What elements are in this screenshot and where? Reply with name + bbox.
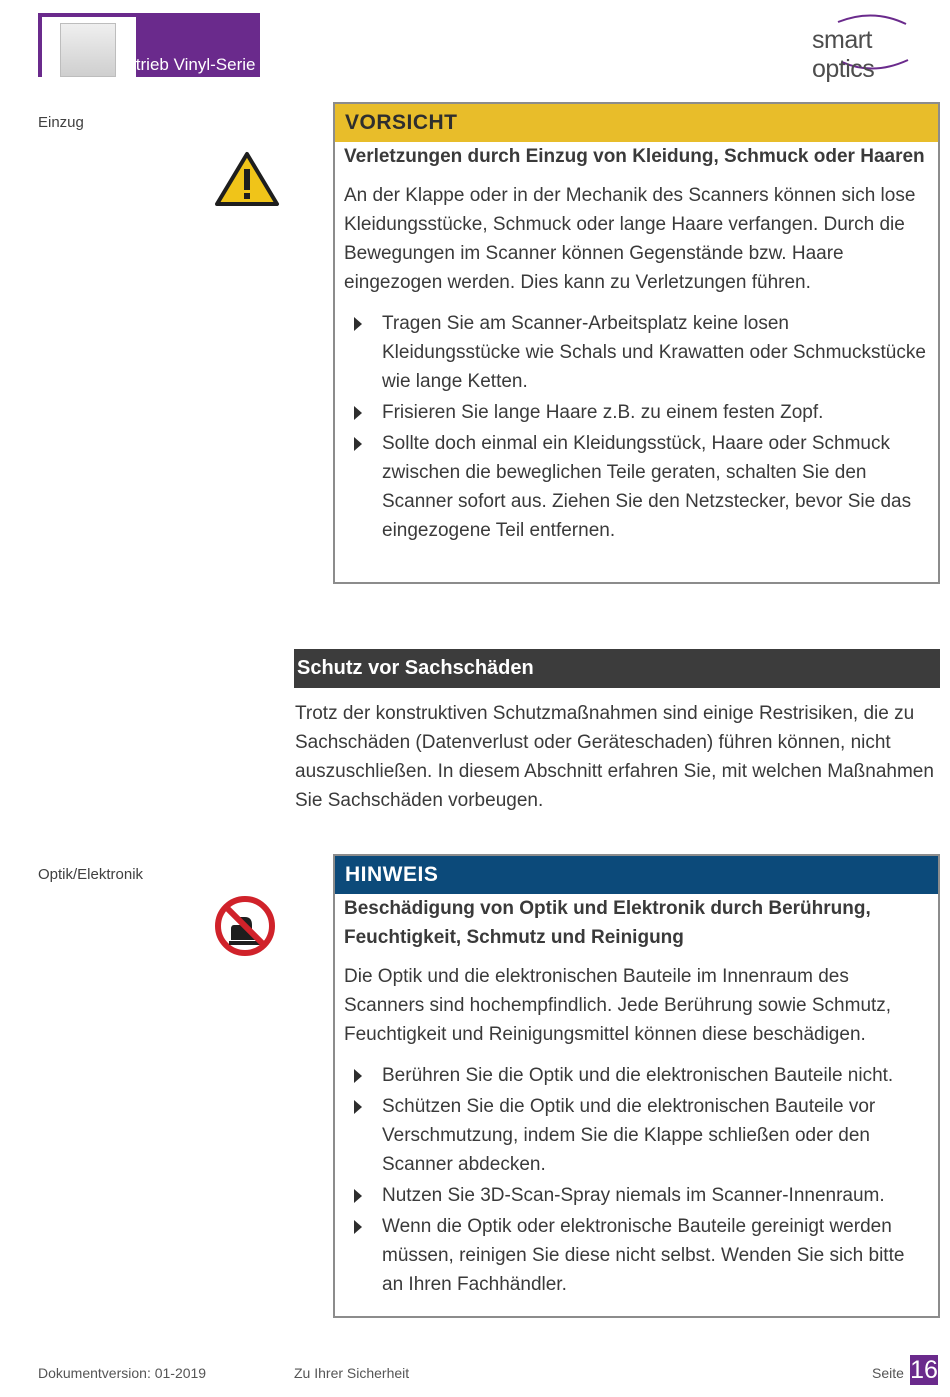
footer-page-label: Seite bbox=[872, 1365, 904, 1381]
no-touch-prohibition-icon bbox=[214, 895, 276, 957]
list-item: Wenn die Optik oder elektronische Bauteile gereinigt werden müssen, reinigen Sie diese nicht selbst. Wenden Sie sich bitte an Ihren Fachhändler. bbox=[344, 1212, 930, 1299]
list-item: Berühren Sie die Optik und die elektronischen Bauteile nicht. bbox=[344, 1061, 930, 1090]
bullet-arrow-icon bbox=[354, 1100, 362, 1114]
page-number: 16 bbox=[910, 1356, 938, 1384]
caution-box bbox=[333, 102, 940, 584]
list-item: Frisieren Sie lange Haare z.B. zu einem festen Zopf. bbox=[344, 398, 930, 427]
side-label-optik: Optik/Elektronik bbox=[38, 866, 144, 883]
logo-text: smart optics bbox=[812, 26, 875, 83]
caution-text: An der Klappe oder in der Mechanik des Scanners können sich lose Kleidungsstücke, Schmuck oder lange Haare verfangen. Durch die Bewegungen im Scanner können Gegenstände bzw. Haare eingezogen werden. Dies kann zu Verletzungen führen. bbox=[344, 185, 916, 293]
caution-heading: VORSICHT bbox=[335, 104, 938, 142]
notice-title: Beschädigung von Optik und Elektronik durch Berührung, Feuchtigkeit, Schmutz und Reinigung bbox=[344, 898, 871, 948]
footer-chapter: Zu Ihrer Sicherheit bbox=[294, 1365, 410, 1381]
list-item: Schützen Sie die Optik und die elektronischen Bauteile vor Verschmutzung, indem Sie die Klappe schließen oder den Scanner abdecken. bbox=[344, 1092, 930, 1179]
bullet-arrow-icon bbox=[354, 1189, 362, 1203]
scanner-image bbox=[60, 23, 116, 77]
list-item: Nutzen Sie 3D-Scan-Spray niemals im Scanner-Innenraum. bbox=[344, 1181, 930, 1210]
list-item: Sollte doch einmal ein Kleidungsstück, Haare oder Schmuck zwischen die beweglichen Teile geraten, schalten Sie den Scanner sofort aus. Ziehen Sie den Netzstecker, bevor Sie das eingezogene Teil entfernen. bbox=[344, 429, 930, 545]
notice-heading: HINWEIS bbox=[335, 856, 938, 894]
header-badge bbox=[38, 13, 260, 77]
caution-title: Verletzungen durch Einzug von Kleidung, Schmuck oder Haaren bbox=[344, 146, 925, 167]
list-item: Tragen Sie am Scanner-Arbeitsplatz keine losen Kleidungsstücke wie Schals und Krawatten oder Schmuckstücke wie lange Ketten. bbox=[344, 309, 930, 396]
section-text: Trotz der konstruktiven Schutzmaßnahmen sind einige Restrisiken, die zu Sachschäden (Datenverlust oder Geräteschaden) führen können, nicht auszuschließen. In diesem Abschnitt erfahren Sie, mit welchen Maßnahmen Sie Sachschäden vorbeugen. bbox=[295, 703, 934, 811]
brand-logo bbox=[808, 12, 938, 83]
side-label-einzug: Einzug bbox=[38, 114, 84, 131]
section-heading: Schutz vor Sachschäden bbox=[294, 649, 940, 688]
warning-triangle-icon bbox=[214, 151, 280, 207]
bullet-arrow-icon bbox=[354, 317, 362, 331]
notice-text: Die Optik und die elektronischen Bauteile im Innenraum des Scanners sind hochempfindlich. Jede Berührung sowie Schmutz, Feuchtigkeit und Reinigungsmittel können diese beschädigen. bbox=[344, 966, 892, 1045]
notice-box bbox=[333, 854, 940, 1318]
bullet-arrow-icon bbox=[354, 1220, 362, 1234]
bullet-arrow-icon bbox=[354, 406, 362, 420]
footer-version: Dokumentversion: 01-2019 bbox=[38, 1365, 207, 1381]
header-section-label: Betrieb Vinyl-Serie bbox=[115, 55, 256, 74]
bullet-arrow-icon bbox=[354, 1069, 362, 1083]
bullet-arrow-icon bbox=[354, 437, 362, 451]
